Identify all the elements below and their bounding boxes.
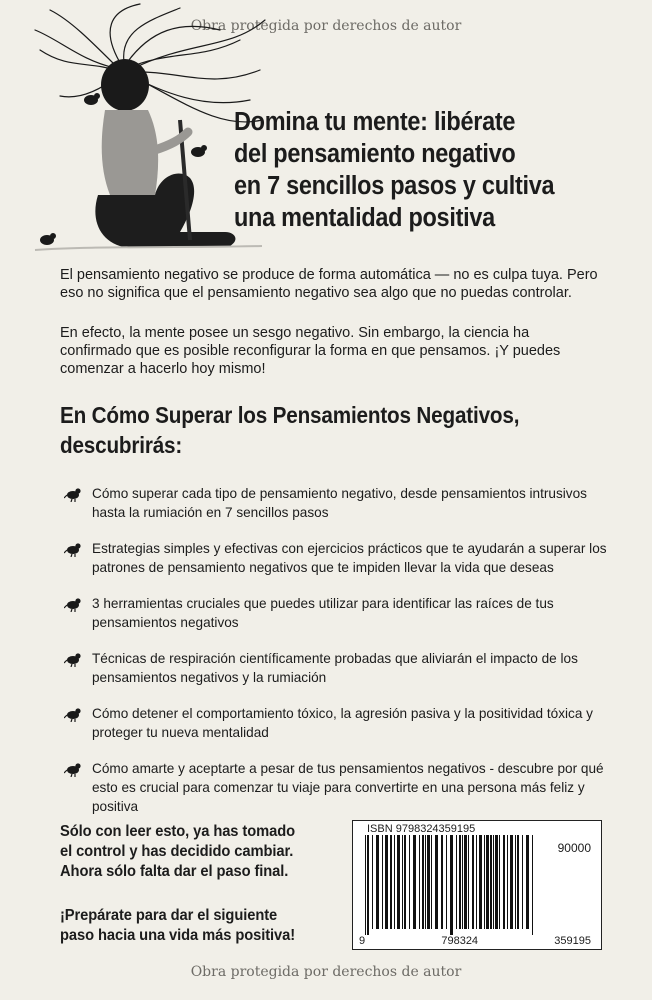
barcode-bar <box>419 835 420 929</box>
bird-icon <box>64 484 84 502</box>
barcode-bar <box>517 835 519 929</box>
barcode-bar <box>490 835 492 929</box>
barcode-bar <box>450 835 453 935</box>
barcode-bar <box>495 835 498 929</box>
barcode-bar <box>372 835 373 929</box>
benefit-text: Técnicas de respiración científicamente probadas que aliviarán el impacto de los pensamientos negativos y la rumiación <box>92 651 578 685</box>
barcode-bars <box>361 835 541 935</box>
barcode-bar <box>493 835 494 929</box>
barcode-bar <box>409 835 410 929</box>
benefit-text: Estrategias simples y efectivas con ejercicios prácticos que te ayudarán a superar los patrones de pensamiento negativos que te impiden llevar la vida que deseas <box>92 541 607 575</box>
barcode-bar <box>486 835 489 929</box>
barcode-bar <box>479 835 482 929</box>
barcode-bar <box>425 835 426 929</box>
barcode-bar <box>382 835 383 929</box>
barcode-bar <box>402 835 403 929</box>
barcode-bar <box>472 835 474 929</box>
call-to-action: ¡Prepárate para dar el siguiente paso hacia una vida más positiva! <box>60 907 296 944</box>
barcode-bar <box>404 835 406 929</box>
isbn-label: ISBN 9798324359195 <box>367 823 476 835</box>
barcode-bar <box>503 835 505 929</box>
benefit-text: Cómo detener el comportamiento tóxico, la agresión pasiva y la positividad tóxica y proteger tu nueva mentalidad <box>92 706 593 740</box>
barcode-bar <box>446 835 447 929</box>
benefits-list <box>60 484 620 833</box>
barcode-bar <box>435 835 438 929</box>
benefit-text: Cómo amarte y aceptarte a pesar de tus pensamientos negativos - descubre por qué esto es crucial para comenzar tu viaje para convertirte en una persona más feliz y positiva <box>92 761 604 814</box>
barcode-bar <box>367 835 369 935</box>
barcode-bar <box>427 835 430 929</box>
bird-icon <box>64 759 84 777</box>
barcode-bar <box>441 835 443 929</box>
copyright-watermark-bottom: Obra protegida por derechos de autor <box>190 964 462 980</box>
barcode-bar <box>522 835 523 929</box>
list-item <box>60 594 620 632</box>
barcode-bar <box>376 835 379 929</box>
list-item <box>60 704 620 742</box>
intro-paragraph-2: En efecto, la mente posee un sesgo negativo. Sin embargo, la ciencia ha confirmado que es posible reconfigurar la forma en que pensamos. ¡Y puedes comenzar a hacerlo hoy mismo! <box>60 325 561 377</box>
barcode-digit-group: 798324 <box>441 935 479 947</box>
barcode-digits <box>359 935 591 947</box>
barcode-digit-group: 9 <box>359 935 366 947</box>
price-code: 90000 <box>557 841 591 855</box>
list-item <box>60 484 620 522</box>
barcode-bar <box>462 835 463 929</box>
bird-icon <box>64 539 84 557</box>
barcode-bar <box>532 835 533 935</box>
barcode-bar <box>468 835 469 929</box>
barcode-bar <box>422 835 424 929</box>
list-item <box>60 649 620 687</box>
barcode-bar <box>515 835 516 929</box>
closing-statement: Sólo con leer esto, ya has tomado el control y has decidido cambiar. Ahora sólo falta dar el paso final. <box>60 823 296 880</box>
barcode-bar <box>431 835 432 929</box>
barcode-bar <box>456 835 457 929</box>
barcode-bar <box>413 835 416 929</box>
benefit-text: Cómo superar cada tipo de pensamiento negativo, desde pensamientos intrusivos hasta la rumiación en 7 sencillos pasos <box>92 486 587 520</box>
isbn-barcode <box>352 820 602 950</box>
barcode-bar <box>385 835 388 929</box>
barcode-bar <box>507 835 508 929</box>
bird-icon <box>64 704 84 722</box>
barcode-digit-group: 359195 <box>554 935 591 947</box>
intro-paragraph-1: El pensamiento negativo se produce de forma automática — no es culpa tuya. Pero eso no significa que el pensamiento negativo sea algo que no puedas controlar. <box>60 267 598 301</box>
bird-icon <box>64 594 84 612</box>
barcode-bar <box>510 835 513 929</box>
list-item <box>60 759 620 816</box>
benefit-text: 3 herramientas cruciales que puedes utilizar para identificar las raíces de tus pensamientos negativos <box>92 596 554 630</box>
section-title: En Cómo Superar los Pensamientos Negativos, descubrirás: <box>60 402 520 458</box>
barcode-bar <box>476 835 477 929</box>
barcode-bar <box>397 835 400 929</box>
copyright-watermark-top: Obra protegida por derechos de autor <box>190 18 462 34</box>
bird-icon <box>64 649 84 667</box>
barcode-bar <box>499 835 500 929</box>
barcode-bar <box>484 835 485 929</box>
list-item <box>60 539 620 577</box>
headline: Domina tu mente: libérate del pensamiento negativo en 7 sencillos pasos y cultiva una mentalidad positiva <box>234 108 555 232</box>
barcode-bar <box>459 835 461 929</box>
barcode-bar <box>526 835 529 929</box>
barcode-bar <box>365 835 366 935</box>
barcode-bar <box>390 835 392 929</box>
barcode-bar <box>464 835 467 929</box>
barcode-bar <box>394 835 395 929</box>
